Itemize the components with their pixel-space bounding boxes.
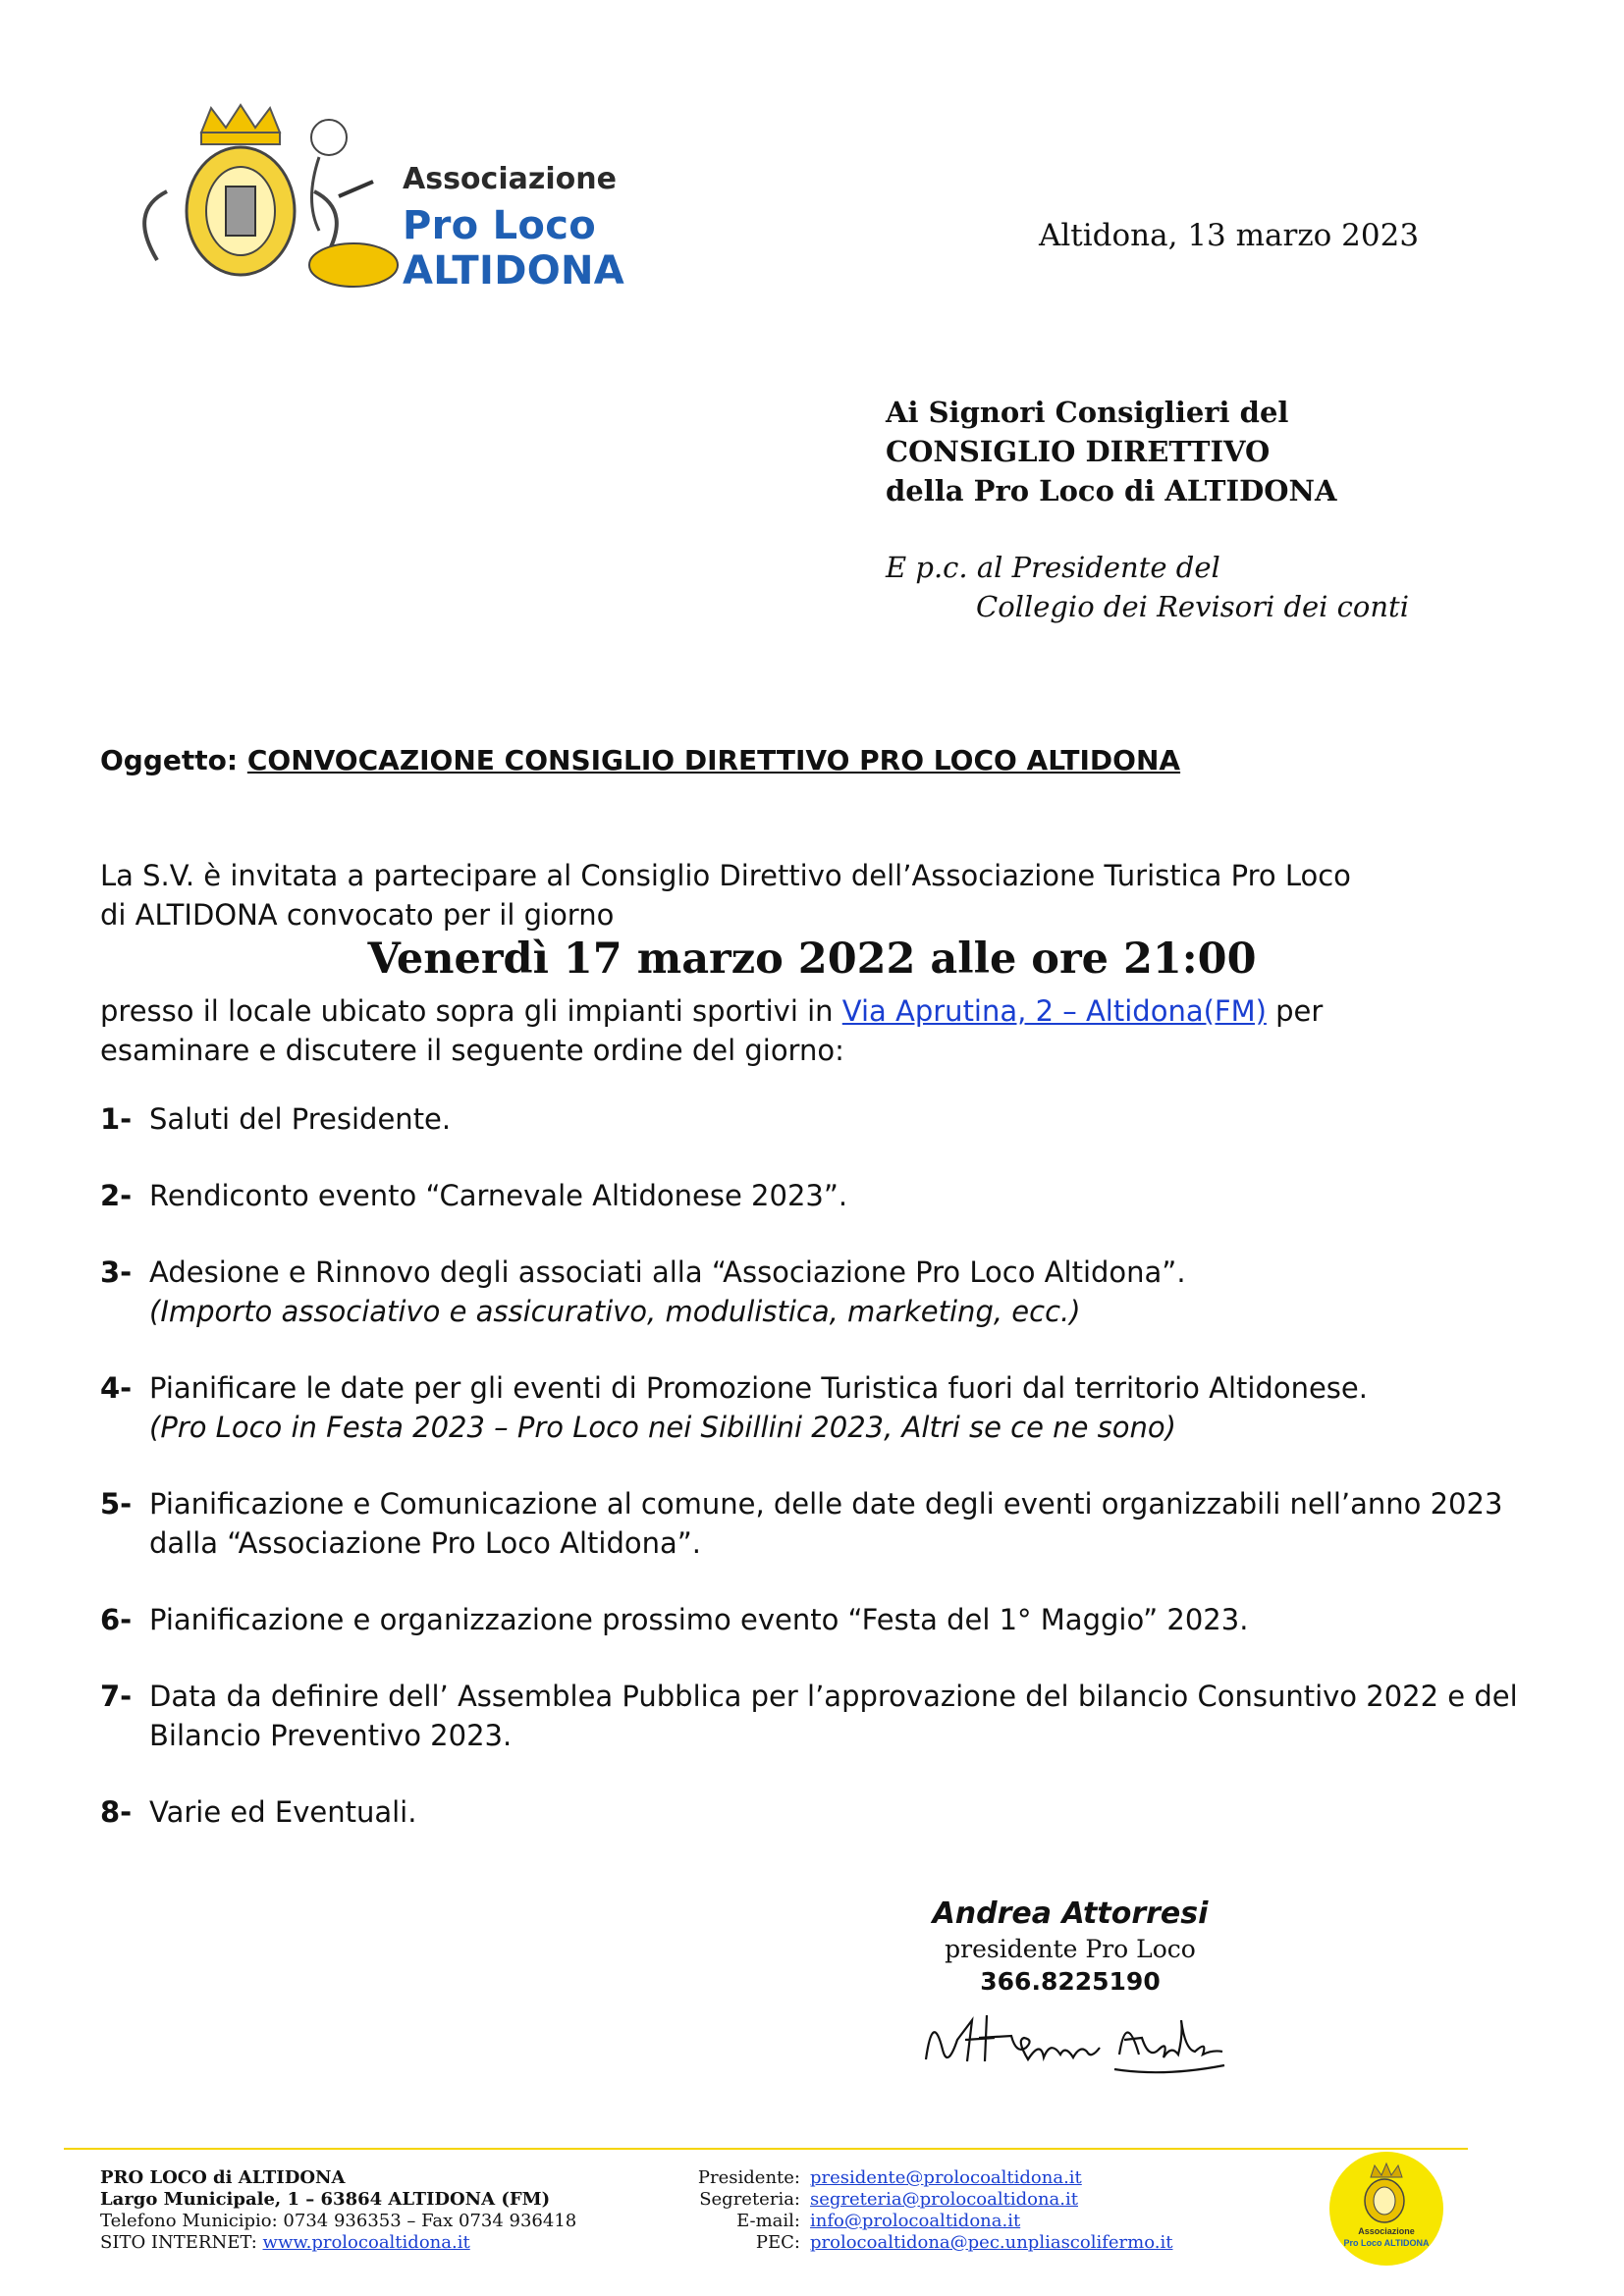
footer-phone: Telefono Municipio: 0734 936353 – Fax 0734 936418 [100,2211,577,2231]
agenda-item [100,1099,1573,1139]
logo-title-line1: Associazione [403,162,617,196]
agenda-item [100,1600,1573,1639]
agenda-number: 4- [100,1371,133,1405]
intro-line-2: di ALTIDONA convocato per il giorno [100,898,615,932]
agenda-note: (Pro Loco in Festa 2023 – Pro Loco nei Sibillini 2023, Altri se ce ne sono) [149,1411,1176,1444]
agenda-text: Rendiconto evento “Carnevale Altidonese 2023”. [149,1179,848,1212]
letter-date: Altidona, 13 marzo 2023 [1039,218,1420,253]
subject-text: CONVOCAZIONE CONSIGLIO DIRETTIVO PRO LOCO ALTIDONA [246,744,1181,776]
association-logo [108,103,815,299]
location-text-after: per [1266,994,1324,1028]
signature-block [864,1896,1276,1996]
contact-label: Presidente: [697,2167,800,2188]
intro-paragraph [100,856,1534,934]
footer-logo-icon [1327,2150,1445,2268]
handwritten-signature [918,2001,1232,2079]
logo-emblem-icon [108,103,403,299]
signer-role: presidente Pro Loco [945,1935,1196,1963]
contact-label: E-mail: [736,2211,800,2231]
footer-site-link[interactable]: www.prolocoaltidona.it [262,2232,470,2253]
location-line-2: esaminare e discutere il seguente ordine del giorno: [100,1034,844,1067]
footer-org-info [100,2167,576,2254]
agenda-number: 3- [100,1255,133,1289]
agenda-text: Data da definire dell’ Assemblea Pubblica per l’approvazione del bilancio Consuntivo 2022 e del Bilancio Preventivo 2023. [149,1680,1518,1752]
agenda-note: (Importo associativo e assicurativo, modulistica, marketing, ecc.) [149,1295,1081,1328]
subject-line [100,744,1180,776]
signer-name: Andrea Attorresi [932,1896,1209,1931]
agenda-text: Adesione e Rinnovo degli associati alla “Associazione Pro Loco Altidona”. [149,1255,1186,1289]
cc-line-1: E p.c. al Presidente del [886,551,1220,584]
contact-label: PEC: [755,2232,800,2253]
contact-label: Segreteria: [699,2189,800,2210]
recipient-line-3: della Pro Loco di ALTIDONA [886,474,1337,507]
contact-email-link[interactable]: prolocoaltidona@pec.unpliascolifermo.it [810,2232,1173,2253]
agenda-number: 7- [100,1680,133,1713]
contact-email-link[interactable]: presidente@prolocoaltidona.it [810,2167,1082,2188]
footer-site-label: SITO INTERNET: [100,2232,263,2253]
agenda-text: Varie ed Eventuali. [149,1795,417,1829]
footer-divider [64,2148,1468,2150]
agenda-number: 1- [100,1102,133,1136]
cc-line-2: Collegio dei Revisori dei conti [976,590,1409,623]
recipient-line-1: Ai Signori Consiglieri del [886,396,1289,429]
agenda-item [100,1368,1573,1447]
footer-logo-line2: Pro Loco ALTIDONA [1343,2238,1430,2248]
footer-address: Largo Municipale, 1 – 63864 ALTIDONA (FM) [100,2189,551,2210]
agenda-text: Pianificazione e Comunicazione al comune, delle date degli eventi organizzabili nell’anno 2023 dalla “Associazione Pro Loco Altidona”. [149,1487,1503,1560]
location-text-before: presso il locale ubicato sopra gli impianti sportivi in [100,994,842,1028]
meeting-datetime: Venerdì 17 marzo 2022 alle ore 21:00 [367,934,1257,984]
agenda-text: Pianificare le date per gli eventi di Promozione Turistica fuori dal territorio Altidonese. [149,1371,1368,1405]
agenda-number: 5- [100,1487,133,1521]
agenda-number: 6- [100,1603,133,1636]
subject-label: Oggetto: [100,744,239,776]
recipient-block [886,393,1336,510]
footer-contacts [677,2167,1172,2254]
logo-title-line2: Pro Loco ALTIDONA [403,203,625,294]
agenda-number: 8- [100,1795,133,1829]
agenda-item [100,1253,1573,1331]
footer-org-name: PRO LOCO di ALTIDONA [100,2167,346,2188]
contact-email-link[interactable]: info@prolocoaltidona.it [810,2211,1021,2231]
intro-line-1: La S.V. è invitata a partecipare al Consiglio Direttivo dell’Associazione Turistica Pro Loco [100,859,1351,892]
location-paragraph [100,991,1553,1070]
agenda-item [100,1176,1573,1215]
cc-block [886,548,1409,626]
agenda-text: Saluti del Presidente. [149,1102,452,1136]
signer-phone: 366.8225190 [980,1967,1161,1996]
agenda-item [100,1792,1573,1832]
recipient-line-2: CONSIGLIO DIRETTIVO [886,435,1271,468]
agenda-number: 2- [100,1179,133,1212]
agenda-text: Pianificazione e organizzazione prossimo evento “Festa del 1° Maggio” 2023. [149,1603,1249,1636]
agenda-item [100,1677,1563,1755]
footer-logo-line1: Associazione [1358,2226,1415,2236]
agenda-list [100,1099,1573,1869]
contact-email-link[interactable]: segreteria@prolocoaltidona.it [810,2189,1078,2210]
location-link[interactable]: Via Aprutina, 2 – Altidona(FM) [841,994,1267,1028]
agenda-item [100,1484,1524,1563]
